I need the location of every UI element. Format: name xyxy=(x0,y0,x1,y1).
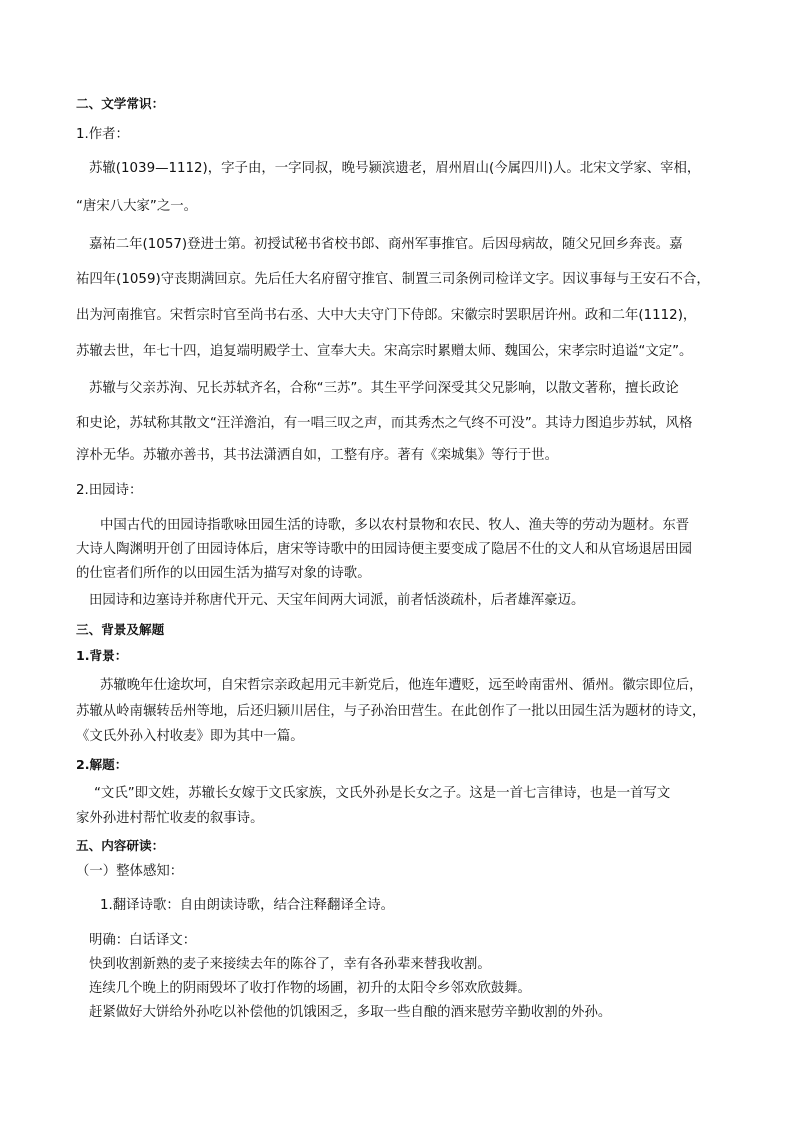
explanation-label: 2.解题： xyxy=(76,757,128,772)
section-heading-literary-knowledge: 二、文学常识： xyxy=(76,96,165,111)
author-p3-line2: 和史论，苏轼称其散文“汪洋澹泊，有一唱三叹之声，而其秀杰之气终不可没”。其诗力图追步苏轼，风格 xyxy=(76,416,693,431)
pastoral-p1-line2: 大诗人陶渊明开创了田园诗体后，唐宋等诗歌中的田园诗便主要变成了隐居不仕的文人和从官场退居田园 xyxy=(76,542,692,557)
answer-label: 明确：白话译文： xyxy=(89,933,197,948)
author-label: 1.作者： xyxy=(76,127,129,142)
explanation-line2: 家外孙进村帮忙收麦的叙事诗。 xyxy=(76,811,264,826)
translation-line1: 快到收割新熟的麦子来接续去年的陈谷了，幸有各孙辈来替我收割。 xyxy=(89,957,491,972)
translation-line3: 赶紧做好大饼给外孙吃以补偿他的饥饿困乏，多取一些自酿的酒来慰劳辛勤收割的外孙。 xyxy=(89,1005,612,1020)
author-p3-line3: 淳朴无华。苏辙亦善书，其书法潇洒自如，工整有序。著有《栾城集》等行于世。 xyxy=(76,448,559,463)
author-p2-line1: 嘉祐二年(1057)登进士第。初授试秘书省校书郎、商州军事推官。后因母病故，随父兄回乡奔丧。嘉 xyxy=(89,237,683,252)
pastoral-p2-line1: 田园诗和边塞诗并称唐代开元、天宝年间两大词派，前者恬淡疏朴，后者雄浑豪迈。 xyxy=(89,593,585,608)
background-line2: 苏辙从岭南辗转岳州等地，后还归颍川居住，与子孙治田营生。在此创作了一批以田园生活为题材的诗文， xyxy=(76,704,706,719)
background-line1: 苏辙晚年仕途坎坷，自宋哲宗亲政起用元丰新党后，他连年遭贬，远至岭南雷州、循州。徽宗即位后， xyxy=(100,678,703,693)
author-p1-line2: “唐宋八大家”之一。 xyxy=(76,199,197,214)
overall-perception-label: （一）整体感知： xyxy=(76,864,184,879)
explanation-line1: “文氏”即文姓，苏辙长女嫁于文氏家族，文氏外孙是长女之子。这是一首七言律诗，也是一首写文 xyxy=(94,786,671,801)
background-label: 1.背景： xyxy=(76,648,128,663)
section-heading-content-study: 五、内容研读： xyxy=(76,838,165,853)
author-p2-line4: 苏辙去世，年七十四，追复端明殿学士、宣奉大夫。宋高宗时累赠太师、魏国公，宋孝宗时追谥“文定”。 xyxy=(76,344,693,359)
author-p3-line1: 苏辙与父亲苏洵、兄长苏轼齐名，合称“三苏”。其生平学问深受其父兄影响，以散文著称，擅长政论 xyxy=(89,381,679,396)
pastoral-p1-line1: 中国古代的田园诗指歌咏田园生活的诗歌，多以农村景物和农民、牧人、渔夫等的劳动为题材。东晋 xyxy=(100,518,690,533)
translation-task: 1.翻译诗歌：自由朗读诗歌，结合注释翻译全诗。 xyxy=(100,898,394,913)
author-p2-line2: 祐四年(1059)守丧期满回京。先后任大名府留守推官、制置三司条例司检详文字。因议事每与王安石不合， xyxy=(76,272,710,287)
background-line3: 《文氏外孙入村收麦》即为其中一篇。 xyxy=(76,729,304,744)
author-p2-line3: 出为河南推官。宋哲宗时官至尚书右丞、大中大夫守门下侍郎。宋徽宗时罢职居许州。政和二年(1112)， xyxy=(76,308,697,323)
section-heading-background: 三、背景及解题 xyxy=(76,622,165,637)
translation-line2: 连续几个晚上的阴雨毁坏了收打作物的场圃，初升的太阳令乡邻欢欣鼓舞。 xyxy=(89,981,531,996)
pastoral-label: 2.田园诗： xyxy=(76,483,143,498)
author-p1-line1: 苏辙(1039—1112)，字子由，一字同叔，晚号颍滨遗老，眉州眉山(今属四川)人。北宋文学家、宰相， xyxy=(89,161,701,176)
pastoral-p1-line3: 的仕宦者们所作的以田园生活为描写对象的诗歌。 xyxy=(76,566,371,581)
